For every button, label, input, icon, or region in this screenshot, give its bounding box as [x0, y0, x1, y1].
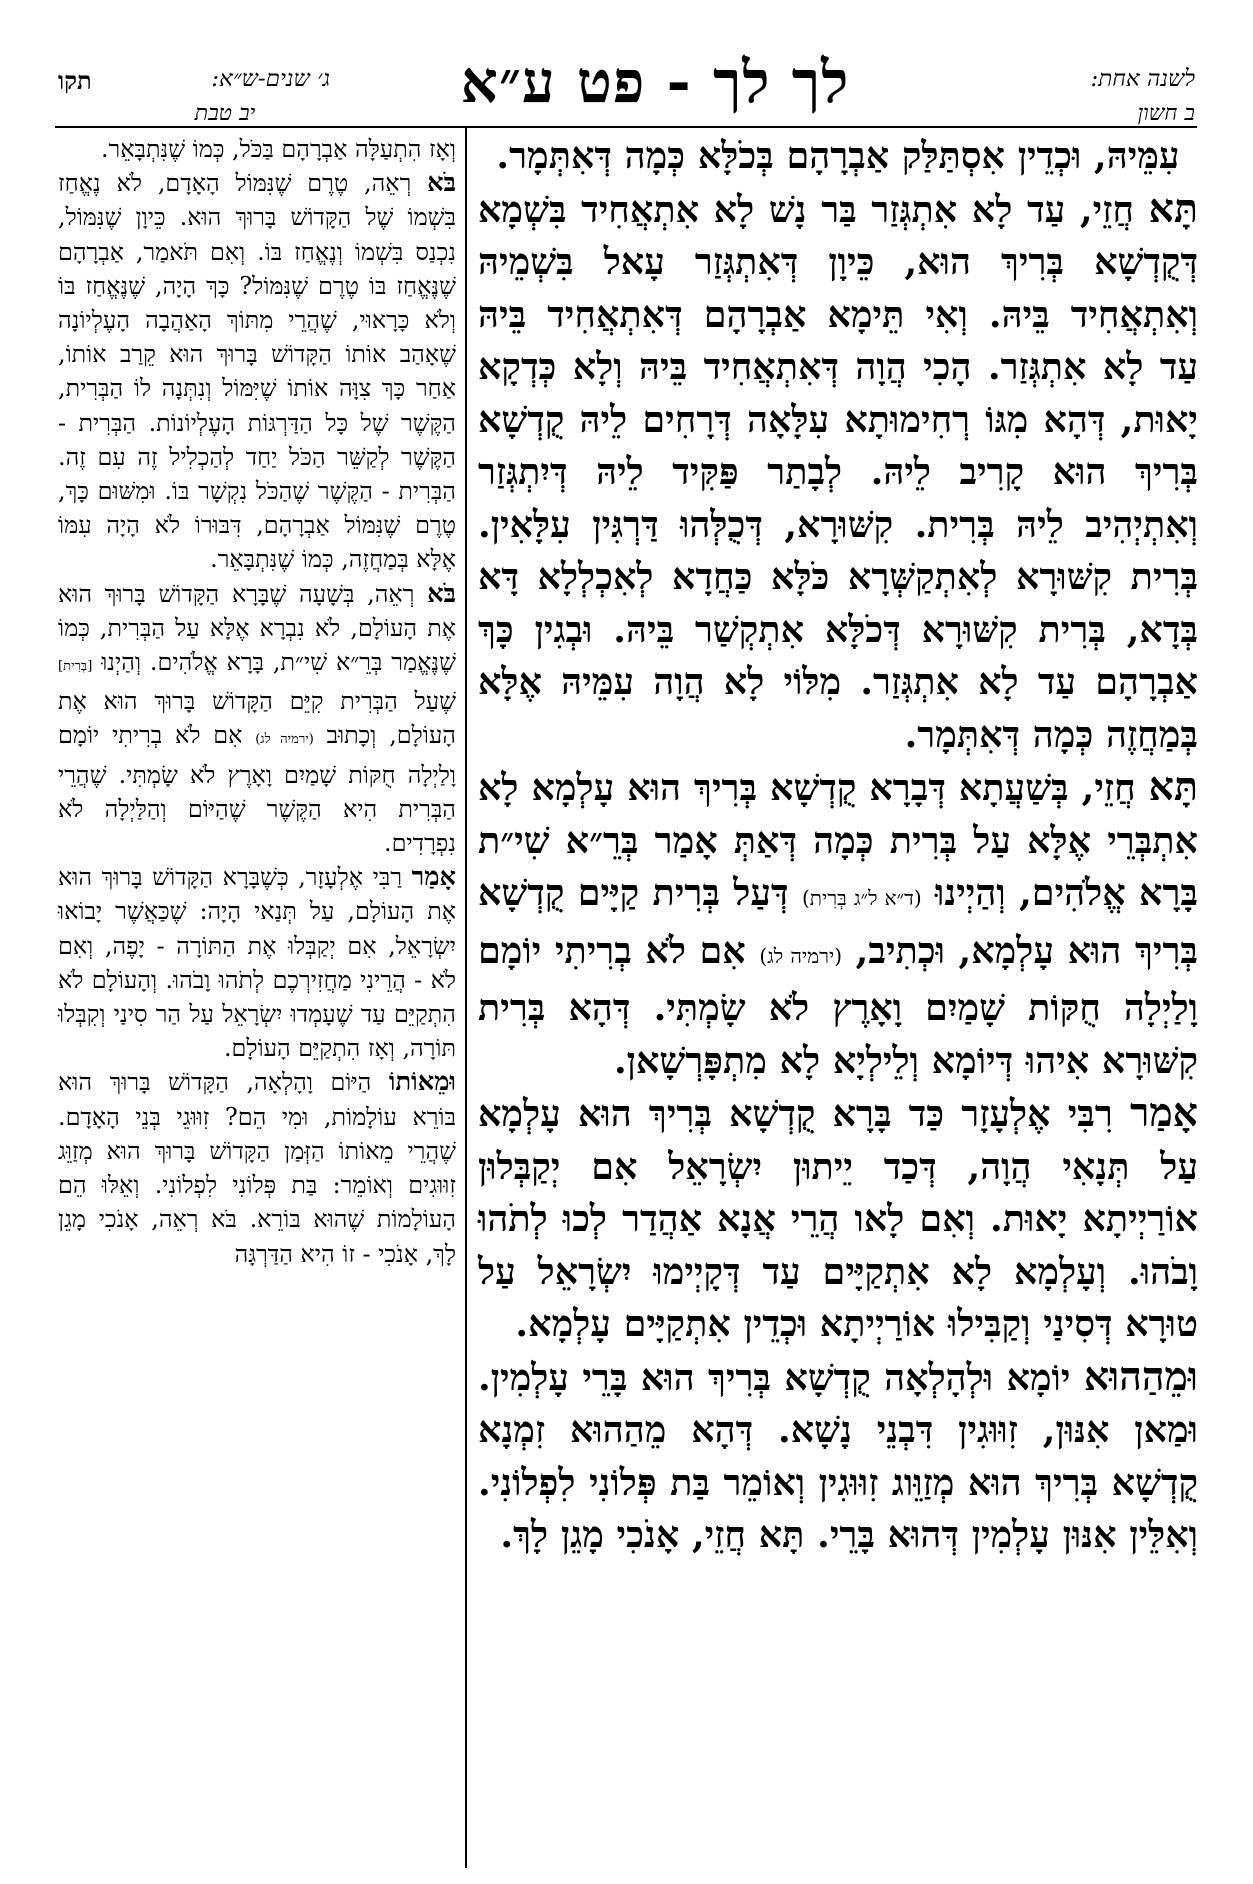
page-number: תקו [58, 66, 92, 95]
main-paragraph-2: תָּא חֲזֵי, עַד לָא אִתְגְּזַר בַּר נָשׁ לָא אִתְאֲחִיד בִּשְׁמָא דְּקֻדְשָׁא בְּרִיךְ הוּא, כֵּיוָן דְּאִתְגְּזַר עָאל בִּשְׁמֵיהּ וְאִתְאֲחִיד בֵּיהּ. וְאִי תֵּימָא אַבְרָהָם דְּאִתְאֲחִיד בֵּיהּ עַד לָא אִתְגְּזַר. הָכִי הֲוָה דְּאִתְאֲחִיד בֵּיהּ וְלָא כְּדְקָא יָאוּת, דְּהָא מִגּוֹ רְחִימוּתָא עִלָּאָה דְּרָחִים לֵיהּ קֻדְשָׁא בְּרִיךְ הוּא קָרִיב לֵיהּ. לְבָתַר פַּקִּיד לֵיהּ דְּיִתְגְּזַר וְאִתְיְהִיב לֵיהּ בְּרִית. קִשּׁוּרָא, דְּכֻלְּהוּ דַּרְגִּין עִלָּאִין. בְּרִית קִשּׁוּרָא לְאִתְקַשְּׁרָא כֹּלָּא כַּחֲדָא לְאִכְלְלָא דָּא בְּדָא, בְּרִית קִשּׁוּרָא דְּכֹלָּא אִתְקְשַׁר בֵּיהּ. וּבְגִין כָּךְ אַבְרָהָם עַד לָא אִתְגְּזַר. מִלּוֹי לָא הֲוָה עִמֵּיהּ אֶלָּא בְּמַחֲזֶה כְּמָה דְּאִתְּמָר. [478, 185, 1198, 756]
header-rule [55, 126, 1197, 128]
main-reference: (ד״א ל״ג בְּרִית) [801, 886, 922, 910]
side-paragraph-4: אָמַר רַבִּי אֶלְעָזָר, כְּשֶׁבָּרָא הַקָּדוֹשׁ בָּרוּךְ הוּא אֶת הָעוֹלָם, עַל תְּנַאי הָיָה: שֶׁכַּאֲשֶׁר יָבוֹאוּ יִשְׂרָאֵל, אִם יְקַבְּלוּ אֶת הַתּוֹרָה - יָפֶה, וְאִם לֹא - הֲרֵינִי מַחֲזִירְכֶם לְתֹהוּ וָבֹהוּ. וְהָעוֹלָם לֹא הִתְקַיֵּם עַד שֶׁעָמְדוּ יִשְׂרָאֵל עַל הַר סִינַי וְקִבְּלוּ תּוֹרָה, וְאָז הִתְקַיֵּם הָעוֹלָם. [58, 862, 456, 1063]
main-reference: (ירמיה לג) [759, 943, 843, 968]
side-paragraph-3-opener: בֹּא [427, 578, 456, 609]
header-left-top: ג׳ שנים-ש״א: [211, 66, 330, 92]
header-right-bottom: ב חשון [1137, 101, 1195, 126]
side-reference: [בְּרִית] [58, 659, 93, 675]
main-paragraph-3-opener: תָּא [1148, 764, 1198, 810]
main-paragraph-5-opener: וּמֵהַהוּא [1083, 1353, 1198, 1400]
main-paragraph-1: עִמֵּיהּ, וּכְדֵין אִסְתַּלַּק אַבְרָהָם בְּכֹלָּא כְּמָה דְּאִתְּמָר. [496, 134, 1180, 177]
main-paragraph-2-opener: תָּא [1148, 185, 1198, 232]
side-paragraph-3: בֹּא רְאֵה, בְּשָׁעָה שֶׁבָּרָא הַקָּדוֹשׁ בָּרוּךְ הוּא אֶת הָעוֹלָם, לֹא נִבְרָא אֶלָּא עַל הַבְּרִית, כְּמוֹ שֶׁנֶּאֱמַר בְּרֵ״א שִׁי״ת, בָּרָא אֱלֹהִים. וְהַיְנוּ [בְּרִית] שֶׁעַל הַבְּרִית קִיֵּם הַקָּדוֹשׁ בָּרוּךְ הוּא אֶת הָעוֹלָם, וְכָתוּב (ירמיה לג) אִם לֹא בְרִיתִי יוֹמָם וָלַיְלָה חֻקּוֹת שָׁמַיִם וָאָרֶץ לֹא שָׂמְתִּי. שֶׁהֲרֵי הַבְּרִית הִיא הַקֶּשֶׁר שֶׁהַיּוֹם וְהַלַּיְלָה לֹא נִפְרָדִים. [58, 578, 456, 858]
main-column-aramaic [478, 130, 1198, 1562]
side-paragraph-5: וּמֵאוֹתוֹ הַיּוֹם וָהָלְאָה, הַקָּדוֹשׁ בָּרוּךְ הוּא בּוֹרֵא עוֹלָמוֹת, וּמִי הֵם? זִוּוּגֵי בְּנֵי הָאָדָם. שֶׁהֲרֵי מֵאוֹתוֹ הַזְּמַן הַקָּדוֹשׁ בָּרוּךְ הוּא מְזַוֵּג זִוּוּגִים וְאוֹמֵר: בַּת פְּלוֹנִי לִפְלוֹנִי. וְאֵלּוּ הֵם הָעוֹלָמוֹת שֶׁהוּא בּוֹרֵא. בֹּא רְאֵה, אָנֹכִי מָגֵן לָךְ, אָנֹכִי - זוֹ הִיא הַדַּרְגָּה [58, 1067, 456, 1268]
main-paragraph-5: וּמֵהַהוּא יוֹמָא וּלְהָלְאָה קֻדְשָׁא בְּרִיךְ הוּא בָּרֵי עָלְמִין. וּמַאן אִנּוּן, זִוּוּגִין דִּבְנֵי נָשָׁא. דְּהָא מֵהַהוּא זִמְנָא קֻדְשָׁא בְּרִיךְ הוּא מְזַוֵּוג זִוּוּגִין וְאוֹמֵר בַּת פְּלוֹנִי לִפְלוֹנִי. וְאִלֵּין אִנּוּן עָלְמִין דְּהוּא בָּרֵי. תָּא חֲזֵי, אָנֹכִי מָגֵן לָךְ. [478, 1353, 1198, 1556]
page-header [0, 0, 1253, 128]
side-paragraph-1: וְאָז הִתְעַלָּה אַבְרָהָם בַּכֹּל, כְּמוֹ שֶׁנִּתְבָּאֵר. [100, 135, 456, 163]
page-title: לך לך - פט ע״א [460, 48, 850, 116]
header-right-top: לשנה אחת: [1090, 66, 1195, 92]
side-paragraph-5-opener: וּמֵאוֹתוֹ [388, 1067, 456, 1098]
column-divider [465, 128, 467, 1868]
main-paragraph-4-opener: אָמַר [1129, 1090, 1198, 1136]
side-paragraph-2: בֹּא רְאֵה, טֶרֶם שֶׁנִּמּוֹל הָאָדָם, לֹא נֶאֱחַז בִּשְׁמוֹ שֶׁל הַקָּדוֹשׁ בָּרוּךְ הוּא. כֵּיוָן שֶׁנִּמּוֹל, נִכְנַס בִּשְׁמוֹ וְנֶאֱחַז בּוֹ. וְאִם תֹּאמַר, אַבְרָהָם שֶׁנֶּאֱחַז בּוֹ טֶרֶם שֶׁנִּמּוֹל? כָּךְ הָיָה, שֶׁנֶּאֱחַז בּוֹ וְלֹא כָּרָאוּי, שֶׁהֲרֵי מִתּוֹךְ הָאַהֲבָה הָעֶלְיוֹנָה שֶׁאָהַב אוֹתוֹ הַקָּדוֹשׁ בָּרוּךְ הוּא קֵרַב אוֹתוֹ, אַחַר כָּךְ צִוָּה אוֹתוֹ שֶׁיִּמּוֹל וְנִתְּנָה לוֹ הַבְּרִית, הַקֶּשֶׁר שֶׁל כָּל הַדַּרְגּוֹת הָעֶלְיוֹנוֹת. הַבְּרִית - הַקֶּשֶׁר לְקַשֵּׁר הַכֹּל יַחַד לְהַכְלִיל זֶה עִם זֶה. הַבְּרִית - הַקֶּשֶׁר שֶׁהַכֹּל נִקְשָׁר בּוֹ. וּמִשּׁוּם כָּךְ, טֶרֶם שֶׁנִּמּוֹל אַבְרָהָם, דִּבּוּרוֹ לֹא הָיָה עִמּוֹ אֶלָּא בְּמַחֲזֶה, כְּמוֹ שֶׁנִּתְבָּאֵר. [58, 168, 456, 574]
side-column-hebrew [58, 132, 456, 1271]
main-paragraph-3: תָּא חֲזֵי, בְּשַׁעֲתָא דְּבָרָא קֻדְשָׁא בְּרִיךְ הוּא עָלְמָא לָא אִתְבְּרֵי אֶלָּא עַל בְּרִית כְּמָה דְּאַתְּ אָמַר בְּרֵ״א שִׁי״ת בָּרָא אֱלֹהִים, וְהַיְינוּ (ד״א ל״ג בְּרִית) דְּעַל בְּרִית קַיָּים קֻדְשָׁא בְּרִיךְ הוּא עָלְמָא, וּכְתִיב, (ירמיה לג) אִם לֹא בְרִיתִי יוֹמָם וָלַיְלָה חֻקּוֹת שָׁמַיִם וָאָרֶץ לֹא שָׂמְתִּי. דְּהָא בְּרִית קִשּׁוּרָא אִיהוּ דְּיוֹמָא וְלֵילְיָא לָא מִתְפָּרְשָׁאן. [478, 764, 1198, 1082]
side-paragraph-2-opener: בֹּא [427, 168, 456, 199]
side-paragraph-4-opener: אָמַר [411, 862, 456, 893]
main-paragraph-4: אָמַר רִבִּי אֶלְעָזָר כַּד בָּרָא קֻדְשָׁא בְּרִיךְ הוּא עָלְמָא עַל תְּנָאִי הֲוָה, דְּכַד יֵיתוּן יִשְׂרָאֵל אִם יְקַבְּלוּן אוֹרַיְיתָא יָאוּת. וְאִם לָאו הֲרֵי אֲנָא אַהֲדַר לְכוּ לְתֹהוּ וָבֹהוּ. וְעָלְמָא לָא אִתְקַיָּים עַד דְּקָיְימוּ יִשְׂרָאֵל עַל טוּרָא דְּסִינַי וְקַבִּילוּ אוֹרַיְיתָא וּכְדֵין אִתְקַיָּים עָלְמָא. [478, 1090, 1198, 1345]
side-reference: (ירמיה לג) [255, 732, 314, 748]
header-left-bottom: יב טבת [194, 101, 256, 126]
